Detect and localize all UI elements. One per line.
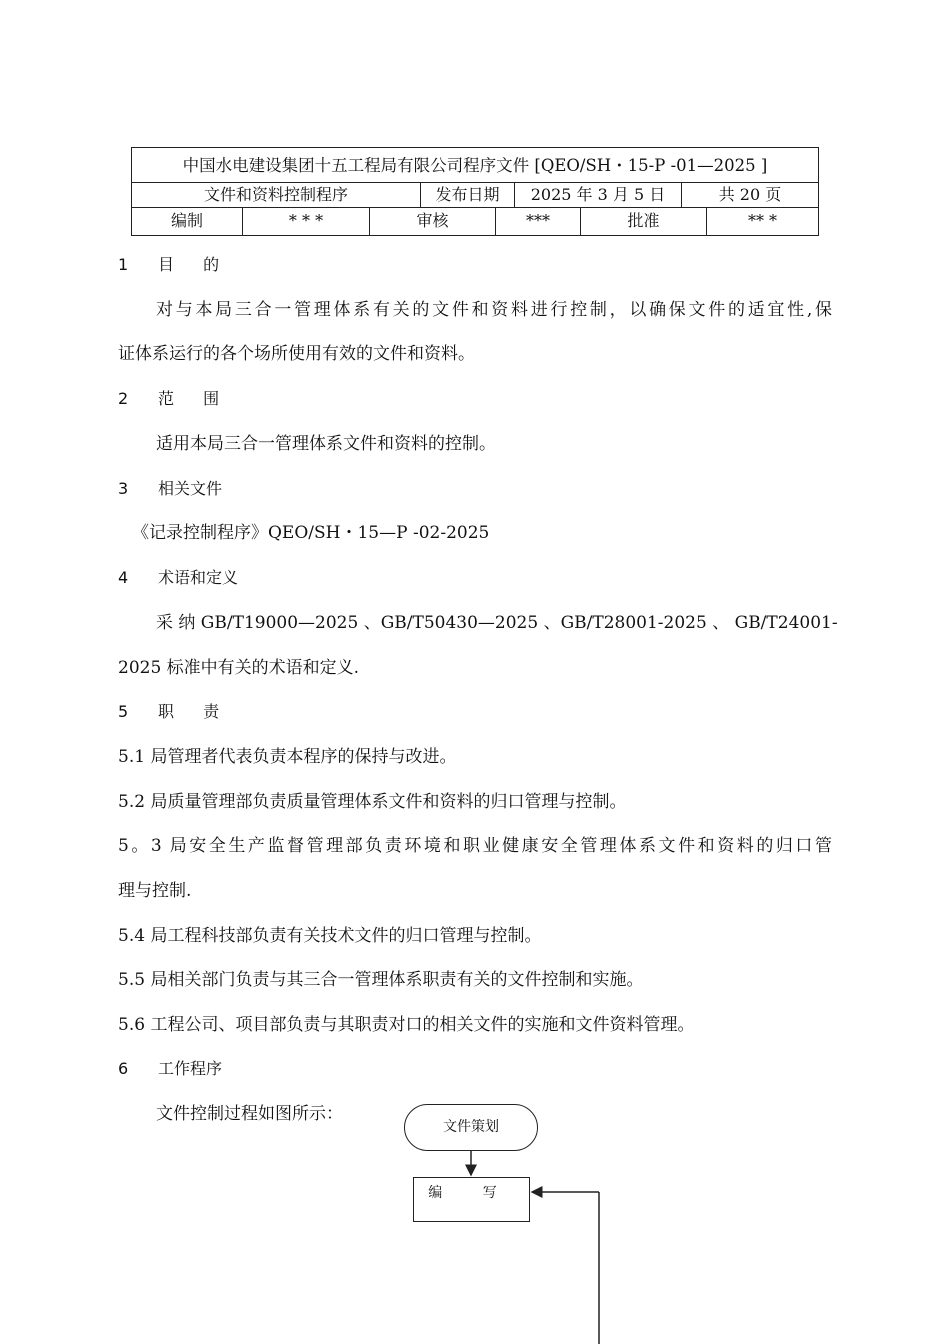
section-6-line-1: 文件控制过程如图所示： <box>156 1104 343 1124</box>
section-number: 4 <box>118 568 129 587</box>
section-title: 相关文件 <box>158 479 223 498</box>
flow-step-write: 编 写 <box>413 1177 530 1222</box>
item-5-6: 5.6 工程公司、项目部负责与其职责对口的相关文件的实施和文件资料管理。 <box>118 1015 695 1035</box>
item-5-3-line-1: 5。3 局安全生产监督管理部负责环境和职业健康安全管理体系文件和资料的归口管 <box>118 836 832 856</box>
company-doc-title: 中国水电建设集团十五工程局有限公司程序文件 [QEO/SH・15-P -01—2025 ] <box>182 156 768 175</box>
section-3-line-1: 《记录控制程序》QEO/SH・15—P -02-2025 <box>132 523 490 543</box>
approve-label: 批准 <box>581 208 707 235</box>
section-number: 6 <box>118 1059 129 1078</box>
publish-date: 2025 年 3 月 5 日 <box>515 183 682 207</box>
section-number: 2 <box>118 389 129 408</box>
approve-value: ** * <box>747 211 778 230</box>
item-5-3-line-2: 理与控制. <box>118 881 192 901</box>
section-4-line-2: 2025 标准中有关的术语和定义. <box>118 658 360 678</box>
review-value: *** <box>496 208 581 235</box>
section-number: 1 <box>118 255 129 274</box>
section-4-line-1: 采 纳 GB/T19000—2025 、GB/T50430—2025 、GB/T28001-2025 、 GB/T24001- <box>156 613 838 633</box>
publish-label: 发布日期 <box>421 183 515 207</box>
section-title: 目 的 <box>158 255 232 274</box>
section-title: 范 围 <box>158 389 232 408</box>
section-1-line-2: 证体系运行的各个场所使用有效的文件和资料。 <box>118 344 475 364</box>
item-5-4: 5.4 局工程科技部负责有关技术文件的归口管理与控制。 <box>118 926 542 946</box>
doc-name: 文件和资料控制程序 <box>132 183 421 207</box>
compile-label: 编制 <box>132 208 243 235</box>
item-5-1: 5.1 局管理者代表负责本程序的保持与改进。 <box>118 747 457 767</box>
review-label: 审核 <box>370 208 496 235</box>
section-number: 3 <box>118 479 129 498</box>
compile-value: * * * <box>243 208 370 235</box>
section-number: 5 <box>118 702 129 721</box>
section-title: 工作程序 <box>158 1059 223 1078</box>
item-5-5: 5.5 局相关部门负责与其三合一管理体系职责有关的文件控制和实施。 <box>118 970 644 990</box>
section-2-line-1: 适用本局三合一管理体系文件和资料的控制。 <box>156 434 496 454</box>
item-5-2: 5.2 局质量管理部负责质量管理体系文件和资料的归口管理与控制。 <box>118 792 627 812</box>
page-count: 共 20 页 <box>718 185 782 204</box>
section-1-line-1: 对与本局三合一管理体系有关的文件和资料进行控制，以确保文件的适宜性,保 <box>156 300 832 320</box>
section-title: 术语和定义 <box>158 568 239 587</box>
flow-start-terminal: 文件策划 <box>404 1104 538 1151</box>
section-title: 职 责 <box>158 702 232 721</box>
